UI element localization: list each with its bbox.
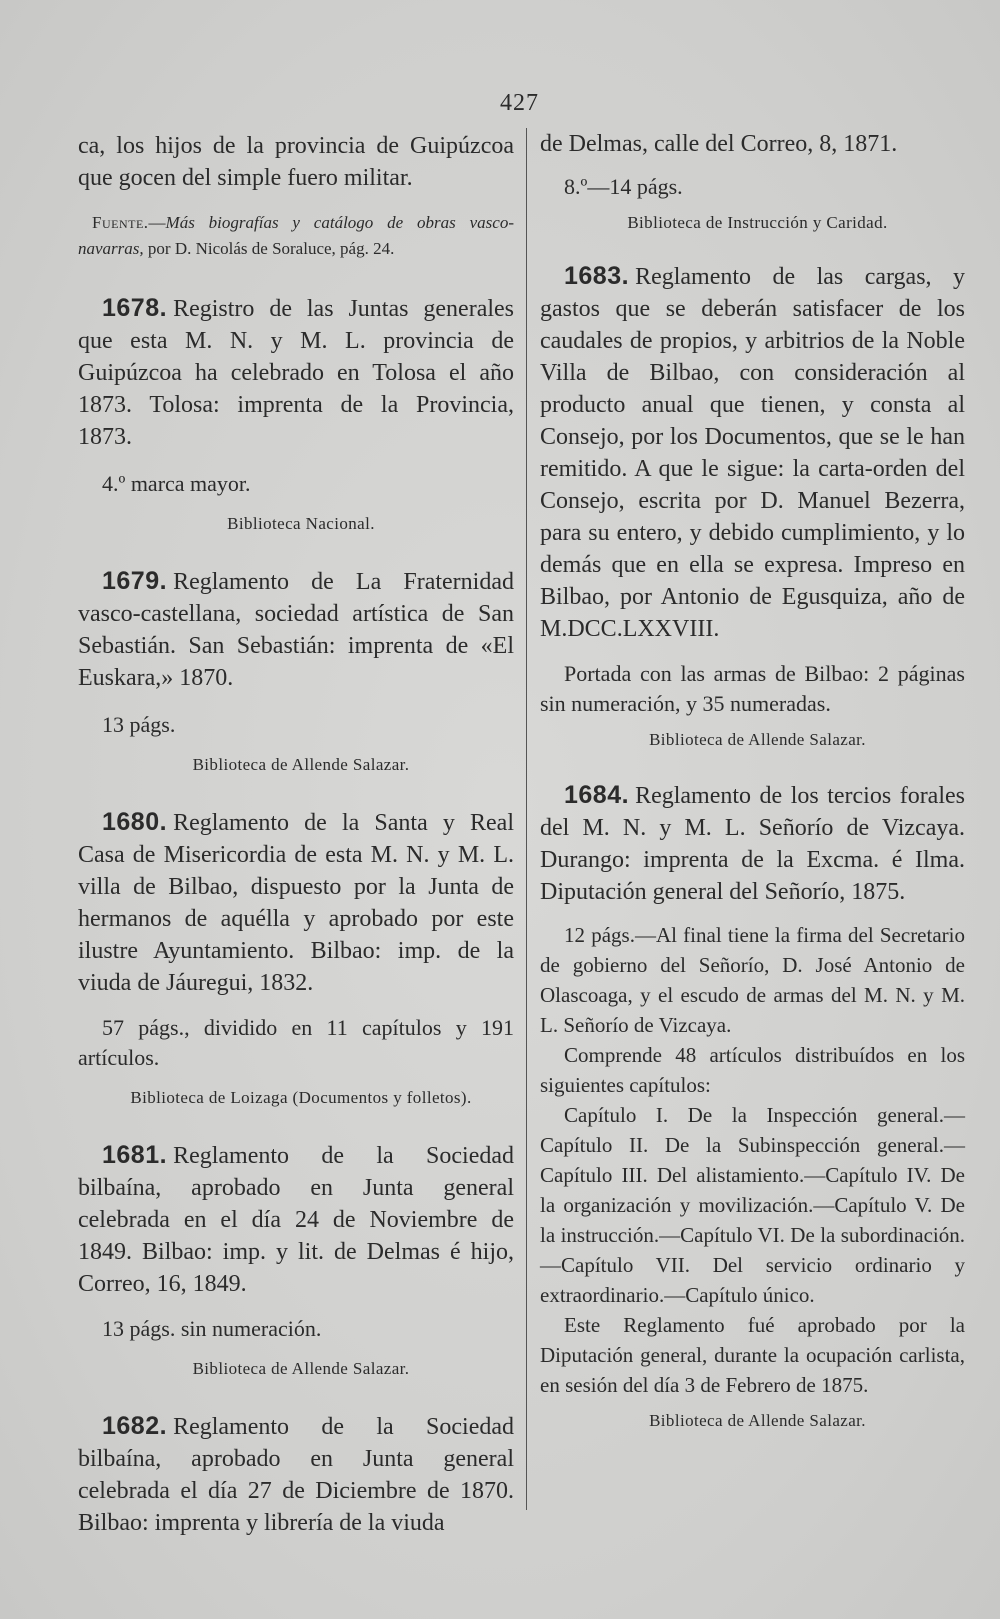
entry-library: Biblioteca de Allende Salazar. xyxy=(649,730,866,749)
source-title: Más biografías y catálogo de obras vasco-navarras, xyxy=(78,213,514,258)
entry-body: Registro de las Juntas generales que esta M. N. y M. L. provincia de Guipúzcoa ha celebrado en Tolosa el año 1873. Tolosa: imprenta de la Provincia, 1873. xyxy=(78,296,514,450)
entry-1678 xyxy=(78,292,514,535)
entry-number: 1682. xyxy=(102,1412,168,1440)
entry-number: 1683. xyxy=(564,262,630,290)
entry-number: 1684. xyxy=(564,781,630,809)
entry-1680 xyxy=(78,806,514,1109)
entry-description: 12 págs.—Al final tiene la firma del Secretario de gobierno del Señorío, D. José Antonio de Olascoaga, y el escudo de armas del M. N. y M. L. Señorío de Vizcaya. xyxy=(540,923,965,1037)
entry-library: Biblioteca de Allende Salazar. xyxy=(192,755,410,774)
page-number: 427 xyxy=(500,90,539,116)
entry-description: 57 págs., dividido en 11 capítulos y 191 artículos. xyxy=(78,1015,514,1070)
entry-1682 xyxy=(78,1410,514,1539)
entry-library: Biblioteca de Instrucción y Caridad. xyxy=(627,213,888,232)
entry-body: Reglamento de la Sociedad bilbaína, aprobado en Junta general celebrada en el día 24 de Noviembre de 1849. Bilbao: imp. y lit. de Delmas é hijo, Correo, 16, 1849. xyxy=(78,1143,514,1297)
entry-description: Portada con las armas de Bilbao: 2 páginas sin numeración, y 35 numeradas. xyxy=(540,661,965,716)
entry-library: Biblioteca Nacional. xyxy=(227,514,375,533)
entry-library: Biblioteca de Allende Salazar. xyxy=(649,1411,866,1430)
entry-number: 1681. xyxy=(102,1141,168,1169)
continuation-text: de Delmas, calle del Correo, 8, 1871. xyxy=(540,131,898,157)
entry-1684 xyxy=(540,779,965,1432)
entry-1683 xyxy=(540,260,965,751)
entry-library: Biblioteca de Allende Salazar. xyxy=(192,1359,410,1378)
entry-text xyxy=(78,292,514,453)
entry-body: Reglamento de La Fraternidad vasco-castellana, sociedad artística de San Sebastián. San Sebastián: imprenta de «El Euskara,» 1870. xyxy=(78,569,514,691)
right-column xyxy=(540,124,965,1432)
entry-text xyxy=(78,565,514,694)
entry-1682-continuation xyxy=(540,128,965,234)
entry-text xyxy=(540,779,965,908)
entry-body: Reglamento de la Santa y Real Casa de Misericordia de esta M. N. y M. L. villa de Bilbao, dispuesto por la Junta de hermanos de aquélla y aprobado por este ilustre Ayuntamiento. Bilbao: imp. de la viuda de Jáuregui, 1832. xyxy=(78,810,514,996)
entry-text xyxy=(78,1410,514,1539)
entry-library: Biblioteca de Loizaga (Documentos y folletos). xyxy=(130,1088,472,1107)
entry-body: Reglamento de la Sociedad bilbaína, aprobado en Junta general celebrada el día 27 de Diciembre de 1870. Bilbao: imprenta y librería de la viuda xyxy=(78,1414,514,1536)
source-rest: por D. Nicolás de Soraluce, pág. 24. xyxy=(143,239,395,258)
entry-text xyxy=(78,1139,514,1300)
intro-text: ca, los hijos de la provincia de Guipúzcoa que gocen del simple fuero militar. xyxy=(78,133,514,191)
entry-1679 xyxy=(78,565,514,776)
entry-note: Este Reglamento fué aprobado por la Diputación general, durante la ocupación carlista, en sesión del día 3 de Febrero de 1875. xyxy=(540,1313,965,1397)
entry-body: Reglamento de los tercios forales del M. N. y M. L. Señorío de Vizcaya. Durango: imprenta de la Excma. é Ilma. Diputación general del Señorío, 1875. xyxy=(540,783,965,905)
entry-text xyxy=(540,260,965,645)
entry-chapters: Capítulo I. De la Inspección general.—Capítulo II. De la Subinspección general.—Capítulo III. Del alistamiento.—Capítulo IV. De la organización y movilización.—Capítulo V. De la instrucción.—Capítulo VI. De la subordinación.—Capítulo VII. Del servicio ordinario y extraordinario.—Capítulo único. xyxy=(540,1103,965,1307)
left-column xyxy=(78,124,514,1539)
entry-body: Reglamento de las cargas, y gastos que se deberán satisfacer de los caudales de propios, y arbitrios de la Noble Villa de Bilbao, con consideración al producto anual que tienen, y consta al Consejo, por los Documentos, que se le han remitido. A que le sigue: la carta-orden del Consejo, escrita por D. Manuel Bezerra, para su entero, y debido cumplimiento, y lo demás que en ella se expresa. Impreso en Bilbao, por Antonio de Egusquiza, año de M.DCC.LXXVIII. xyxy=(540,264,965,642)
entry-text xyxy=(78,806,514,999)
entry-number: 1678. xyxy=(102,294,168,322)
source-note xyxy=(78,210,514,262)
entry-1681 xyxy=(78,1139,514,1380)
entry-number: 1680. xyxy=(102,808,168,836)
entry-comprende: Comprende 48 artículos distribuídos en los siguientes capítulos: xyxy=(540,1043,965,1097)
entry-description: 8.º—14 págs. xyxy=(564,174,683,199)
entry-description: 4.º marca mayor. xyxy=(102,471,251,496)
entry-description: 13 págs. xyxy=(102,712,176,737)
column-divider xyxy=(526,128,527,1510)
source-label: Fuente. xyxy=(92,213,149,232)
entry-description: 13 págs. sin numeración. xyxy=(102,1316,322,1341)
entry-number: 1679. xyxy=(102,567,168,595)
source-dash: — xyxy=(148,213,166,232)
